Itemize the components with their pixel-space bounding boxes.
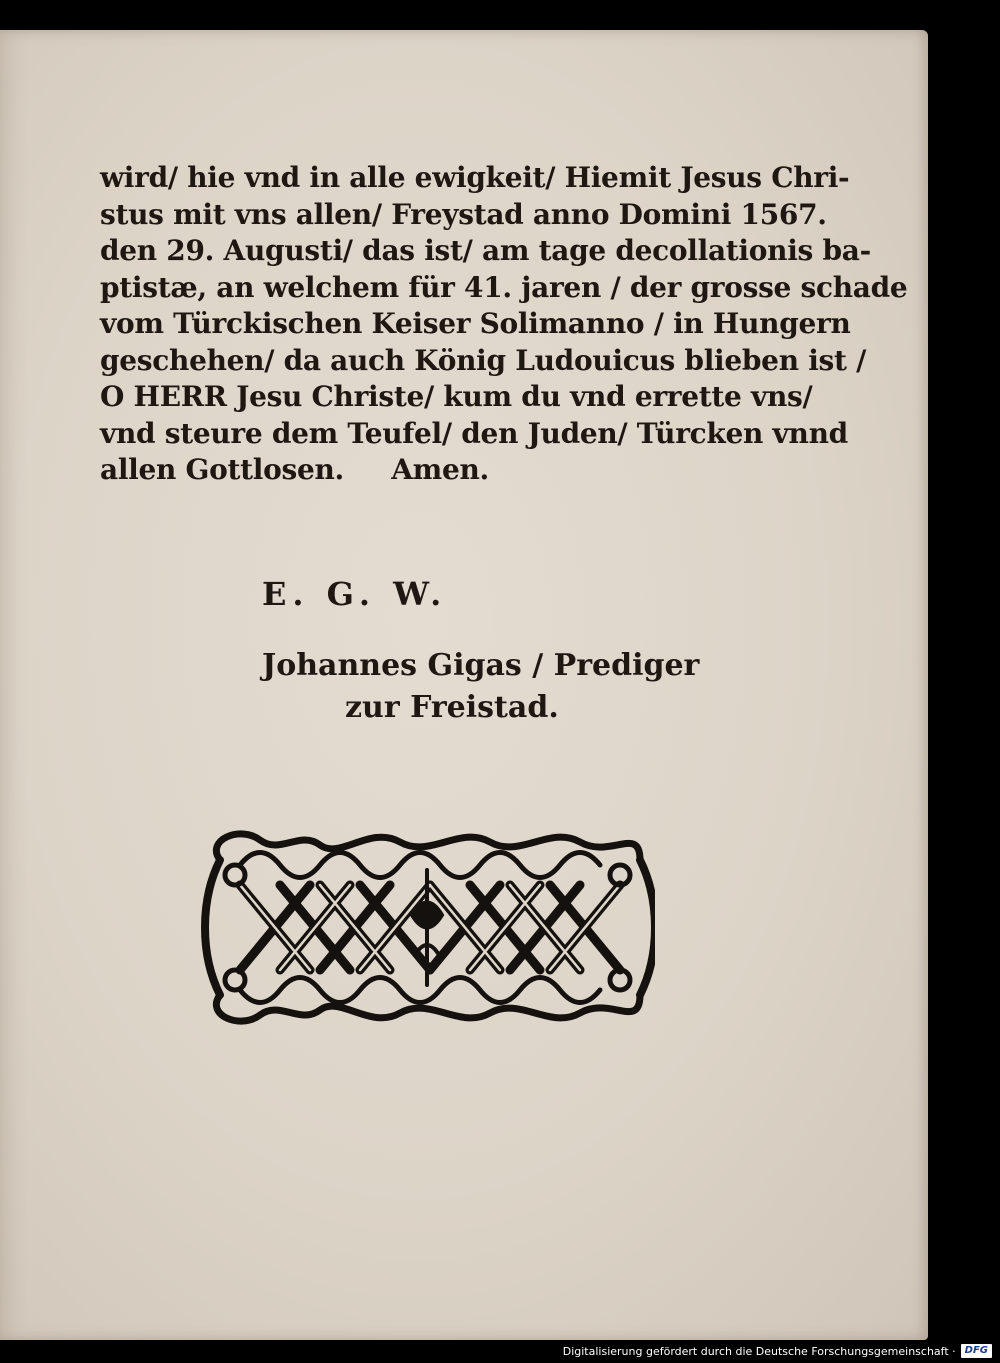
text-line: allen Gottlosen. Amen. [100, 453, 489, 486]
book-page [0, 30, 928, 1340]
author-initials: E. G. W. [262, 575, 448, 613]
funding-footer [563, 1343, 992, 1359]
body-text [100, 160, 908, 489]
author-name: Johannes Gigas / Prediger [262, 648, 700, 683]
author-place: zur Freistad. [345, 690, 559, 725]
text-line: stus mit vns allen/ Freystad anno Domini 1567. [100, 197, 827, 231]
funding-notice: Digitalisierung gefördert durch die Deutsche Forschungsgemeinschaft · [562, 1344, 956, 1358]
text-line: ptistæ, an welchem für 41. jaren / der grosse schade [100, 270, 908, 304]
knotwork-vignette-icon [200, 820, 655, 1035]
text-line: vom Türckischen Keiser Solimanno / in Hungern [100, 307, 851, 340]
dfg-logo: DFG [961, 1344, 992, 1358]
text-line: den 29. Augusti/ das ist/ am tage decollationis ba- [100, 234, 871, 267]
text-line: vnd steure dem Teufel/ den Juden/ Türcken vnnd [100, 416, 848, 450]
text-line: O HERR Jesu Christe/ kum du vnd errette vns/ [100, 380, 813, 413]
text-line: geschehen/ da auch König Ludouicus blieben ist / [100, 343, 867, 377]
text-line: wird/ hie vnd in alle ewigkeit/ Hiemit Jesus Chri- [100, 161, 850, 194]
